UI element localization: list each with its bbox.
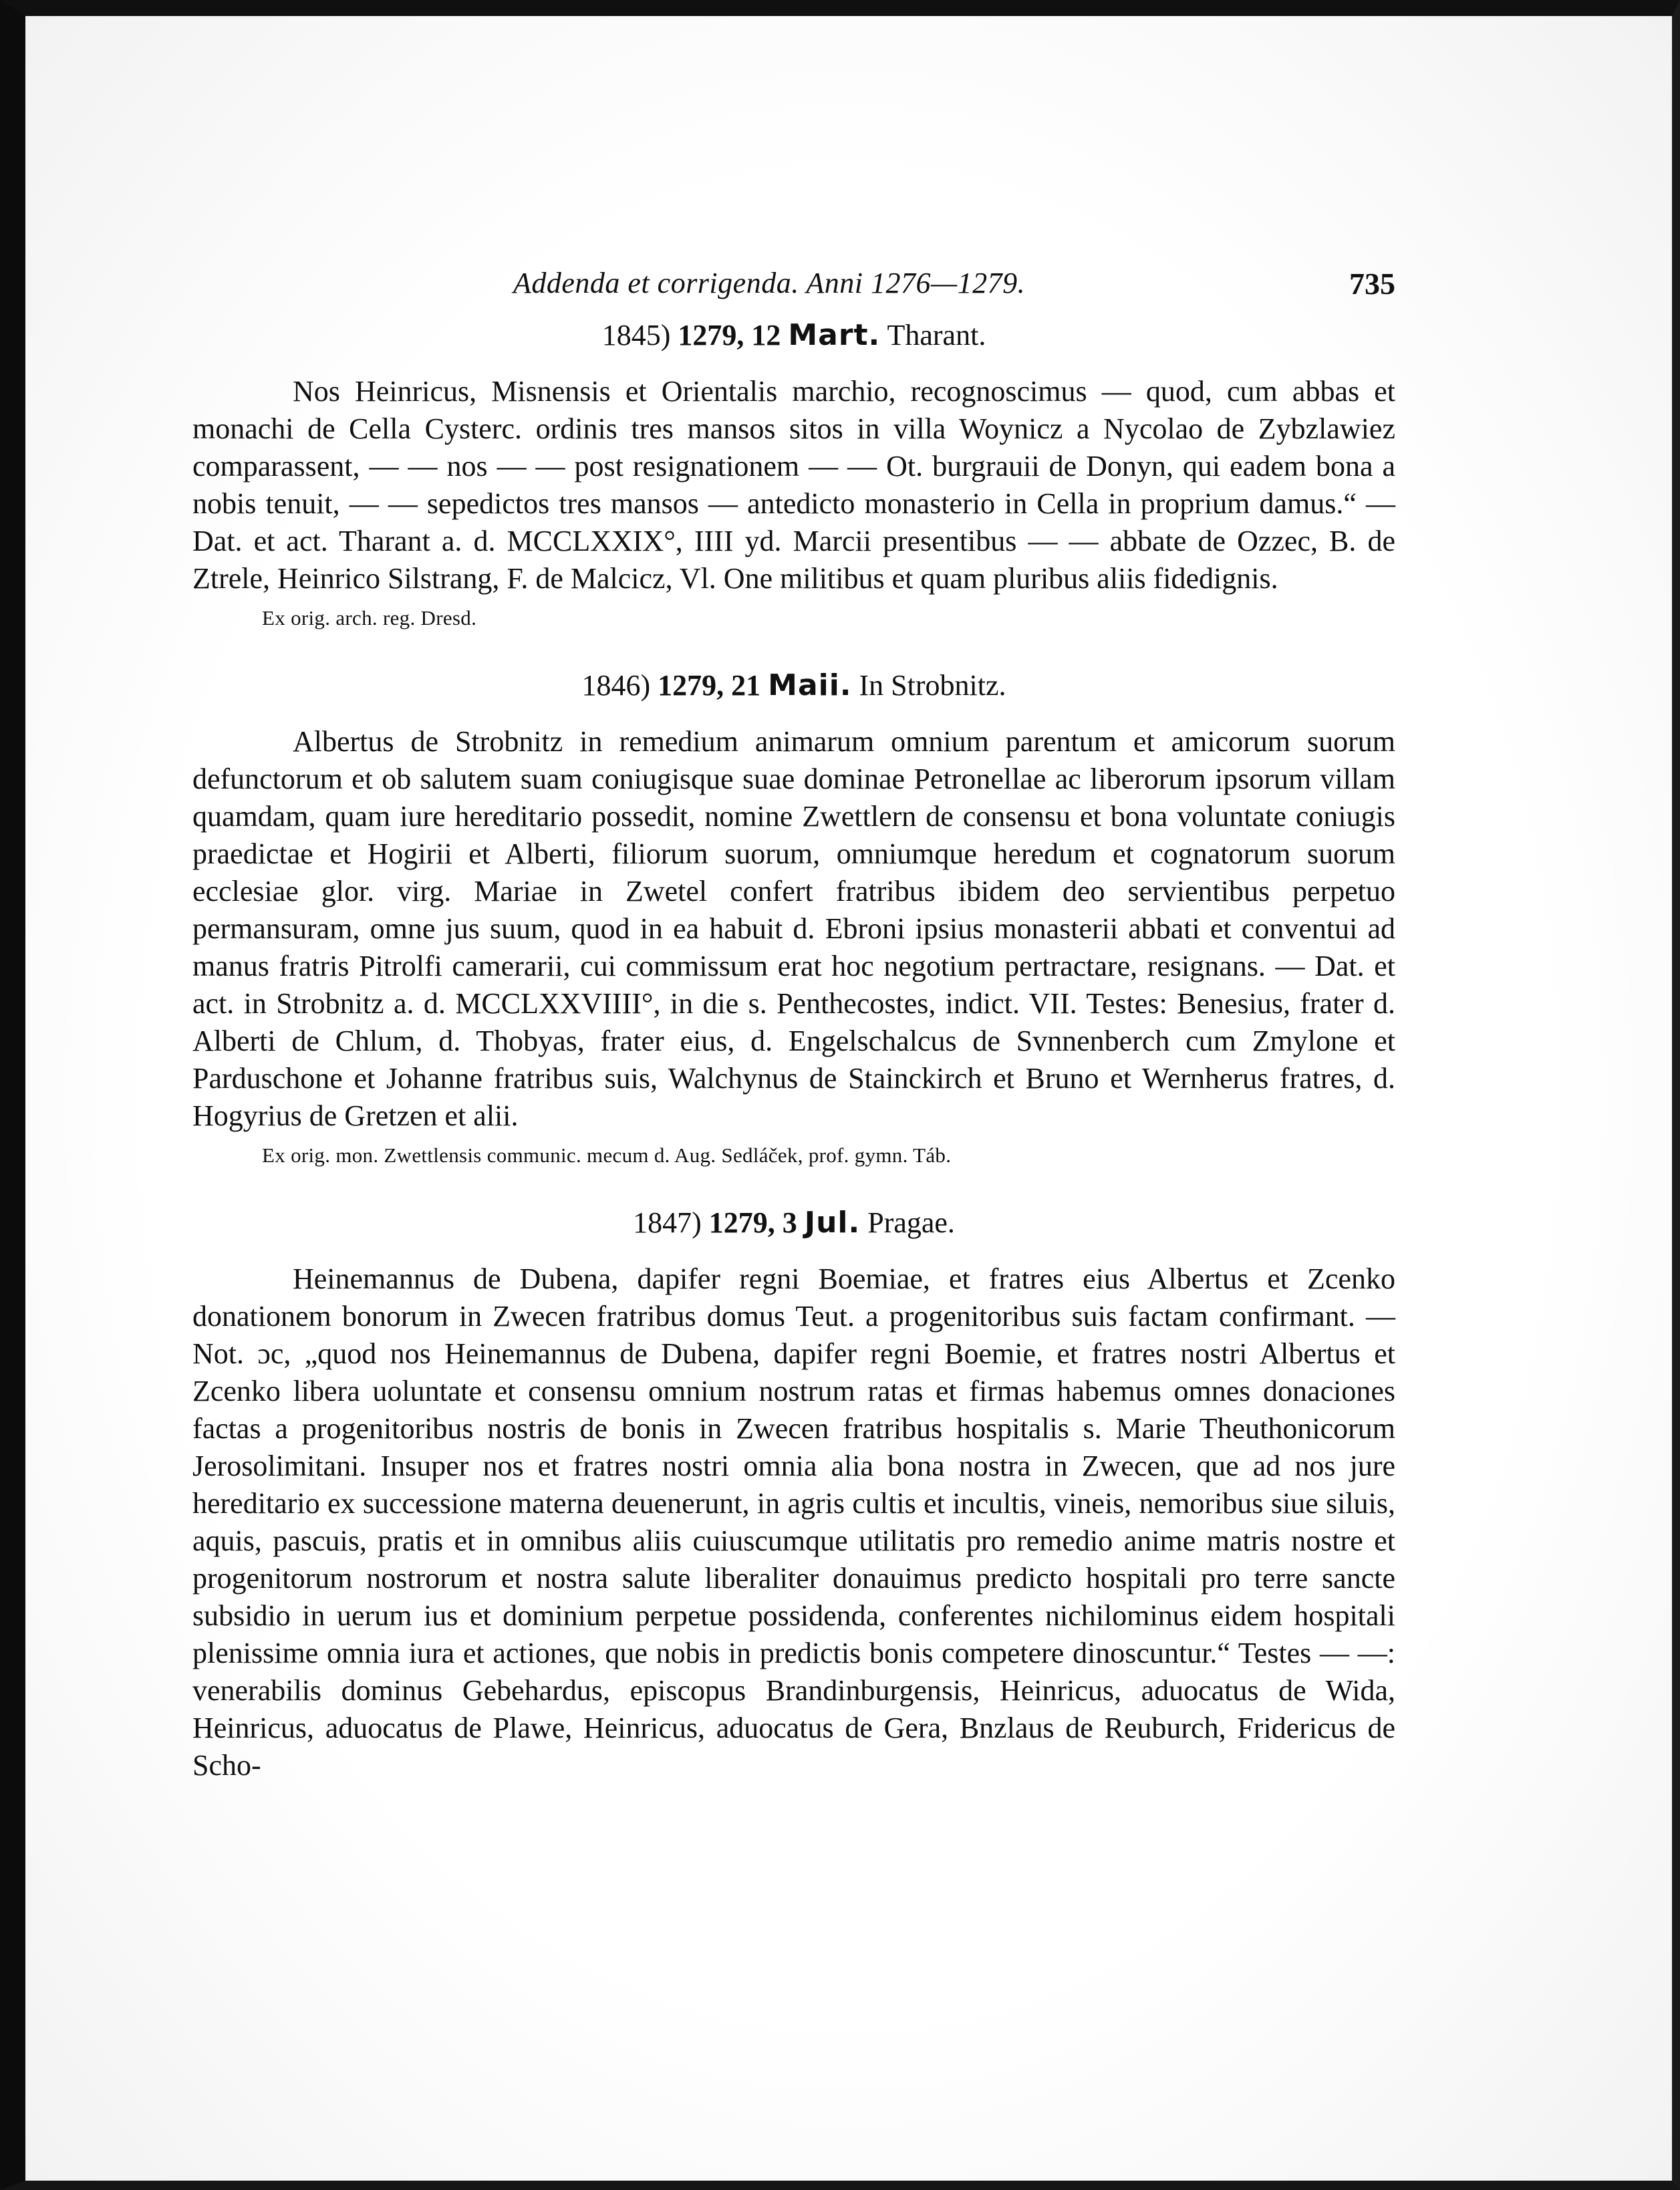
entry-month: Jul.	[804, 1206, 861, 1240]
entry-date: 1279, 21	[658, 669, 761, 702]
entry-place: Tharant.	[887, 319, 986, 352]
entry-date: 1279, 12	[678, 319, 781, 352]
document-page	[192, 254, 1395, 1814]
entry-source: Ex orig. arch. reg. Dresd.	[262, 606, 477, 630]
entry-place: Pragae.	[867, 1206, 955, 1239]
entry-source: Ex orig. mon. Zwettlensis communic. mecum d. Aug. Sedláček, prof. gymn. Táb.	[262, 1143, 952, 1167]
entry-body: Nos Heinricus, Misnensis et Orientalis marchio, recognoscimus — quod, cum abbas et monachi de Cella Cysterc. ordinis tres mansos sitos in villa Woynicz a Nycolao de Zybzlawiez comparassent, — — nos — — post resignationem — — Ot. burgrauii de Donyn, qui eadem bona a nobis tenuit, — — sepedictos tres mansos — antedicto monasterio in Cella in proprium damus.“ — Dat. et act. Tharant a. d. MCCLXXIX°, IIII yd. Marcii presentibus — — abbate de Ozzec, B. de Ztrele, Heinrico Silstrang, F. de Malcicz, Vl. One militibus et quam pluribus aliis fidedignis.	[192, 375, 1395, 595]
page-number: 735	[1349, 267, 1395, 301]
entry-month: Mart.	[788, 318, 881, 352]
entry-number: 1846)	[581, 669, 651, 702]
running-title: Addenda et corrigenda. Anni 1276—1279.	[513, 267, 1026, 299]
charter-entry-1846	[192, 664, 1395, 1172]
charter-entry-1847	[192, 1202, 1395, 1784]
entry-heading	[192, 664, 1395, 707]
entry-number: 1845)	[601, 319, 671, 352]
entry-heading	[192, 314, 1395, 357]
charter-entry-1845	[192, 314, 1395, 635]
entry-number: 1847)	[633, 1206, 702, 1239]
entry-body: Heinemannus de Dubena, dapifer regni Boemiae, et fratres eius Albertus et Zcenko donationem bonorum in Zwecen fratribus domus Teut. a progenitoribus suis factam confirmant. — Not. ɔc, „quod nos Heinemannus de Dubena, dapifer regni Boemie, et fratres nostri Albertus et Zcenko libera uoluntate et consensu omnium nostrum ratas et firmas habemus omnes donaciones factas a progenitoribus nostris de bonis in Zwecen fratribus hospitalis s. Marie Theuthonicorum Jerosolimitani. Insuper nos et fratres nostri omnia alia bona nostra in Zwecen, que ad nos jure hereditario ex successione materna deuenerunt, in agris cultis et incultis, vineis, nemoribus siue siluis, aquis, pascuis, pratis et in omnibus aliis cuiuscumque utilitatis pro remedio anime matris nostre et progenitorum nostrorum et nostra salute liberaliter donauimus predicto hospitali pro terre sancte subsidio in uerum ius et dominium perpetue possidenda, conferentes nichilominus eidem hospitali plenissime omnia iura et actiones, que nobis in predictis bonis competere dinoscuntur.“ Testes — —: venerabilis dominus Gebehardus, episcopus Brandinburgensis, Heinricus, aduocatus de Wida, Heinricus, aduocatus de Plawe, Heinricus, aduocatus de Gera, Bnzlaus de Reuburch, Fridericus de Scho-	[192, 1262, 1395, 1782]
entry-heading	[192, 1202, 1395, 1244]
entry-body: Albertus de Strobnitz in remedium animarum omnium parentum et amicorum suorum defunctorum et ob salutem suam coniugisque suae dominae Petronellae ac liberorum ipsorum villam quamdam, quam iure hereditario possedit, nomine Zwettlern de consensu et bona voluntate coniugis praedictae et Hogirii et Alberti, filiorum suorum, omniumque heredum et cognatorum suorum ecclesiae glor. virg. Mariae in Zwetel confert fratribus ibidem deo servientibus perpetuo permansuram, omne jus suum, quod in ea habuit d. Ebroni ipsius monasterii abbati et conventui ad manus fratris Pitrolfi camerarii, cui commissum erat hoc negotium pertractare, resignans. — Dat. et act. in Strobnitz a. d. MCCLXXVIIII°, in die s. Penthecostes, indict. VII. Testes: Benesius, frater d. Alberti de Chlum, d. Thobyas, frater eius, d. Engelschalcus de Svnnenberch cum Zmylone et Parduschone et Johanne fratribus suis, Walchynus de Stainckirch et Bruno et Wernherus fratres, d. Hogyrius de Gretzen et alii.	[192, 725, 1395, 1132]
entry-date: 1279, 3	[708, 1206, 797, 1239]
entry-month: Maii.	[768, 668, 852, 702]
entry-place: In Strobnitz.	[859, 669, 1006, 702]
running-head	[192, 254, 1395, 307]
